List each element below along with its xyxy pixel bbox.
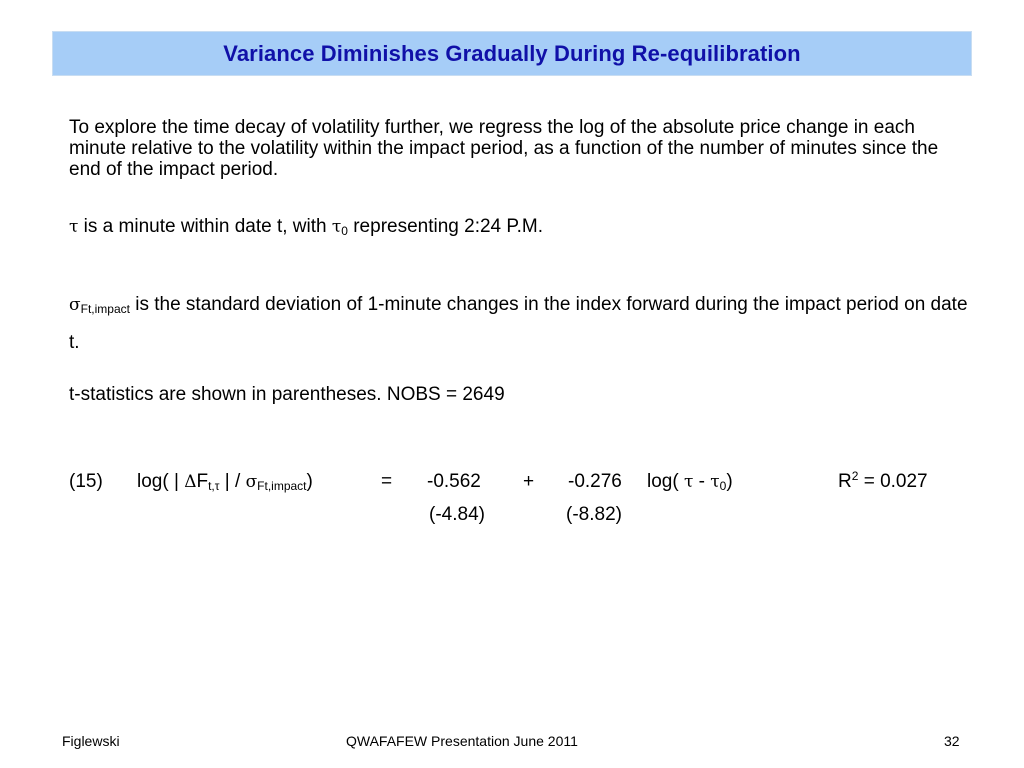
r-squared bbox=[838, 471, 928, 493]
lhs-sigma-subscript: Ft,impact bbox=[257, 479, 307, 493]
tau0-subscript: 0 bbox=[341, 224, 348, 238]
r2-value: = 0.027 bbox=[858, 471, 928, 492]
f-subscript: t,τ bbox=[208, 479, 220, 493]
sigma-definition bbox=[69, 286, 969, 362]
equation-lhs bbox=[137, 471, 313, 493]
rhs-tau-symbol: τ bbox=[683, 472, 694, 492]
tstat-note: t-statistics are shown in parentheses. NOBS = 2649 bbox=[69, 384, 505, 405]
r2-letter: R bbox=[838, 471, 852, 492]
sigma-symbol: σ bbox=[69, 295, 81, 315]
delta-symbol: Δ bbox=[184, 472, 197, 492]
plus-sign: + bbox=[523, 471, 535, 492]
lhs-sigma-symbol: σ bbox=[245, 472, 258, 492]
equals-sign: = bbox=[381, 471, 393, 492]
lhs-divider: | / bbox=[219, 471, 246, 492]
tau-definition bbox=[69, 216, 543, 238]
intro-paragraph: To explore the time decay of volatility further, we regress the log of the absolute price change in each minute relative to the volatility within the impact period, as a function of the number of minutes since the end of the impact period. bbox=[69, 117, 939, 180]
footer-page-number: 32 bbox=[944, 733, 960, 749]
tau-definition-text-1: is a minute within date t, with bbox=[78, 216, 332, 237]
rhs-minus: - bbox=[693, 471, 711, 492]
sigma-subscript: Ft,impact bbox=[80, 302, 130, 316]
footer-presentation: QWAFAFEW Presentation June 2011 bbox=[346, 733, 578, 749]
lhs-open: log( | bbox=[137, 471, 185, 492]
lhs-close: ) bbox=[306, 471, 313, 492]
slope-coefficient: -0.276 bbox=[568, 471, 622, 492]
equation-rhs bbox=[647, 471, 733, 493]
rhs-open: log( bbox=[647, 471, 684, 492]
intercept-tstat: (-4.84) bbox=[429, 504, 485, 525]
title-bar bbox=[52, 31, 972, 76]
tau0-symbol: τ bbox=[331, 217, 342, 237]
equation-number: (15) bbox=[69, 471, 103, 492]
rhs-close: ) bbox=[726, 471, 733, 492]
sigma-definition-text: is the standard deviation of 1-minute changes in the index forward during the impact period on date t. bbox=[69, 294, 968, 353]
tau-definition-text-2: representing 2:24 P.M. bbox=[347, 216, 543, 237]
tau-symbol: τ bbox=[69, 217, 79, 237]
footer-author: Figlewski bbox=[62, 733, 120, 749]
intercept-coefficient: -0.562 bbox=[427, 471, 481, 492]
rhs-tau0-subscript: 0 bbox=[719, 479, 727, 493]
f-letter: F bbox=[196, 471, 209, 492]
r2-superscript: 2 bbox=[851, 469, 859, 483]
slide-title: Variance Diminishes Gradually During Re-equilibration bbox=[223, 40, 801, 66]
rhs-tau0-symbol: τ bbox=[710, 472, 720, 492]
slope-tstat: (-8.82) bbox=[566, 504, 622, 525]
